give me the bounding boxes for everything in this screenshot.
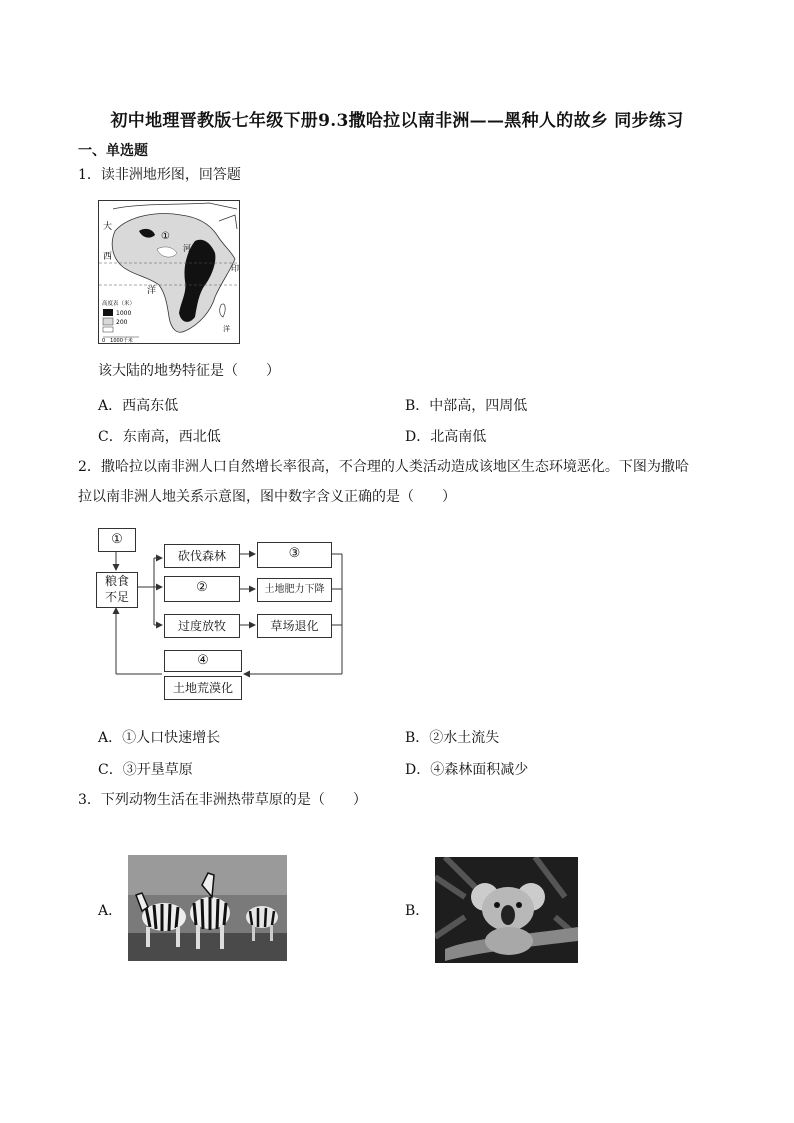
legend-1000: 1000	[116, 310, 132, 317]
question-number: 1．	[78, 167, 101, 183]
question-2-stem-line2: 拉以南非洲人地关系示意图，图中数字含义正确的是（ ）	[78, 489, 456, 505]
option-text: ①人口快速增长	[122, 730, 221, 746]
question-number: 3．	[78, 792, 101, 808]
option-text: 东南高，西北低	[122, 429, 221, 445]
question-3-stem	[78, 790, 367, 810]
map-label-da: 大	[103, 222, 113, 232]
zebras-image	[128, 855, 287, 961]
flow-box-grain	[96, 572, 138, 608]
option-letter: B．	[405, 730, 430, 746]
flow-box-grassland: 草场退化	[257, 614, 332, 638]
option-letter: D．	[405, 429, 431, 445]
option-letter: C．	[98, 429, 123, 445]
human-land-relationship-diagram	[96, 524, 346, 704]
option-text: 西高东低	[122, 398, 179, 414]
map-label-yang: 洋	[147, 286, 157, 296]
q1-option-d[interactable]	[405, 426, 486, 446]
question-1-stem	[78, 165, 241, 185]
question-2-stem-line1	[78, 457, 689, 477]
question-text: 撒哈拉以南非洲人口自然增长率很高，不合理的人类活动造成该地区生态环境恶化。下图为撒哈	[100, 459, 689, 475]
q2-option-d[interactable]	[405, 759, 528, 779]
koala-photo[interactable]	[435, 857, 578, 963]
q3-option-b-letter[interactable]: B．	[405, 903, 430, 919]
q1-option-b[interactable]	[405, 395, 527, 415]
option-text: ③开垦草原	[122, 762, 193, 778]
legend-title: 高度表（米）	[102, 301, 136, 307]
flow-grain-line1: 粮食	[104, 574, 129, 588]
option-letter: C．	[98, 762, 123, 778]
legend-200: 200	[116, 319, 128, 326]
flow-box-cut-forest: 砍伐森林	[164, 544, 240, 568]
map-label-yin: 印	[231, 264, 239, 273]
africa-map-graphic	[99, 201, 239, 343]
flow-box-4: ④	[164, 650, 242, 672]
q3-option-a-letter[interactable]: A．	[98, 903, 123, 919]
q1-option-c[interactable]	[98, 426, 221, 446]
flow-box-soil-fertility: 土地肥力下降	[257, 578, 332, 602]
question-1-substem: 该大陆的地势特征是（ ）	[98, 363, 280, 379]
map-label-yang2: 洋	[223, 325, 230, 333]
map-label-he: 河	[183, 244, 191, 253]
option-text: ②水土流失	[429, 730, 500, 746]
koala-image	[435, 857, 578, 963]
question-text: 下列动物生活在非洲热带草原的是（ ）	[100, 792, 367, 808]
flow-box-overgraze: 过度放牧	[164, 614, 240, 638]
map-label-xi: 西	[103, 252, 113, 262]
flow-box-1: ①	[98, 528, 136, 552]
option-letter: D．	[405, 762, 431, 778]
page-title: 初中地理晋教版七年级下册9.3撒哈拉以南非洲——黑种人的故乡 同步练习	[110, 111, 684, 131]
option-text: 北高南低	[430, 429, 487, 445]
q2-option-b[interactable]	[405, 727, 499, 747]
option-letter: A．	[98, 730, 123, 746]
legend-scale: 0 1000千米	[102, 338, 133, 343]
option-text: 中部高，四周低	[429, 398, 528, 414]
flow-box-desertification: 土地荒漠化	[164, 676, 242, 700]
zebras-photo[interactable]	[128, 855, 287, 961]
question-text: 读非洲地形图，回答题	[100, 167, 241, 183]
q1-option-a[interactable]	[98, 395, 178, 415]
flow-box-3: ③	[257, 542, 332, 568]
option-text: ④森林面积减少	[430, 762, 529, 778]
question-number: 2．	[78, 459, 101, 475]
section-heading: 一、单选题	[78, 143, 148, 159]
q2-option-a[interactable]	[98, 727, 220, 747]
flow-box-2: ②	[164, 576, 240, 602]
q2-option-c[interactable]	[98, 759, 193, 779]
option-letter: A．	[98, 398, 123, 414]
flow-grain-line2: 不足	[104, 590, 129, 604]
africa-terrain-map	[98, 200, 240, 344]
map-label-num: ①	[161, 231, 170, 242]
option-letter: B．	[405, 398, 430, 414]
